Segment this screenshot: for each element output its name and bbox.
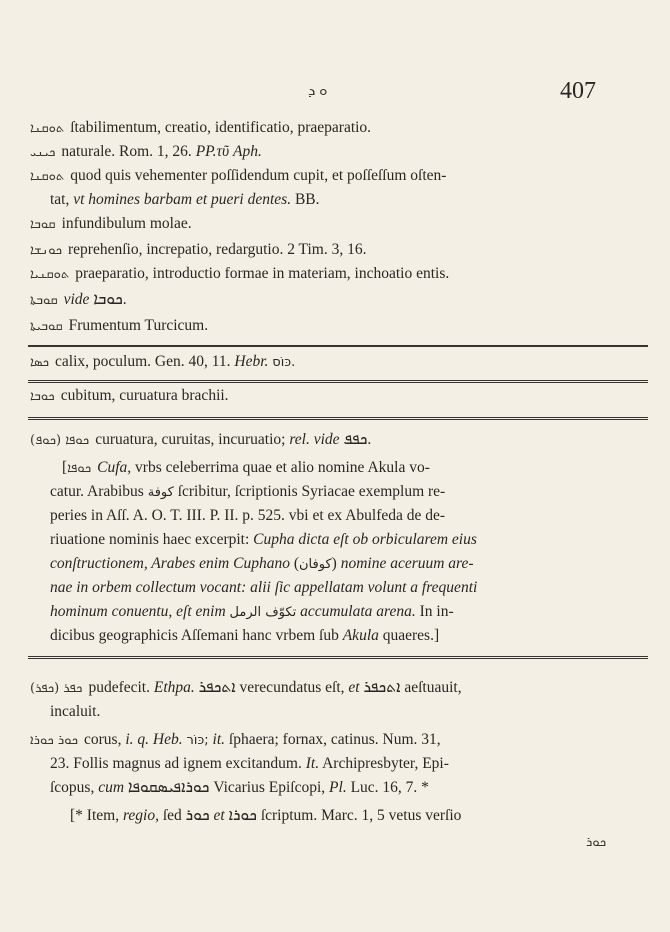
entry-line: ܬܘܩܢܐ ſtabilimentum, creatio, identificatio, praeparatio. xyxy=(30,119,372,136)
kufa-line: [ܟܘܦܐ Cufa, vrbs celeberrima quae et alio nomine Akula vo- xyxy=(62,459,430,476)
kufa-line: hominum conuentu, eſt enim تكوّف الرمل accumulata arena. In in- xyxy=(50,603,454,620)
entry-line: ܩܘܒܬܐ vide ܟܘܒܐ. xyxy=(30,291,127,308)
catchword: ܟܘܪ xyxy=(586,835,607,850)
separator-rule xyxy=(28,380,648,383)
entry-line: (ܟܘܦ) ܟܘܦܐ curuatura, curuitas, incuruatio; rel. vide ܟܦܦ. xyxy=(30,431,372,448)
entry-line: ܩܘܒܐ infundibulum molae. xyxy=(30,215,192,232)
entry-line: incaluit. xyxy=(50,703,101,720)
entry-line: ܟܣܐ calix, poculum. Gen. 40, 11. Hebr. כּוֹס. xyxy=(30,353,296,370)
separator-rule xyxy=(28,656,648,659)
kufa-line: conſtructionem, Arabes enim Cuphano (كوفان) nomine aceruum are- xyxy=(50,555,474,572)
entry-line: ܟܘܒܐ cubitum, curuatura brachii. xyxy=(30,387,229,404)
entry-line: ܬܘܩܢܝܐ praeparatio, introductio formae in materiam, inchoatio entis. xyxy=(30,265,450,282)
entry-line: (ܟܦܪ) ܟܦܪ pudefecit. Ethpa. ܐܬܟܦܪ verecundatus eſt, et ܐܬܟܦܪ aeſtuauit, xyxy=(30,679,462,696)
separator-rule xyxy=(28,345,648,347)
kufa-line: peries in Aſſ. A. O. T. III. P. II. p. 525. vbi et ex Abulfeda de de- xyxy=(50,507,446,524)
entry-line: [* Item, regio, ſed ܟܘܪ et ܟܘܪܐ ſcriptum. Marc. 1, 5 vetus verſio xyxy=(70,807,462,824)
kufa-line: nae in orbem collectum vocant: alii ſic appellatam volunt a frequenti xyxy=(50,579,478,596)
entry-line: ܟܘܪ ܟܘܪܐ corus, i. q. Heb. כּוֹר; it. ſphaera; fornax, catinus. Num. 31, xyxy=(30,731,441,748)
entry-line: ܩܘܒܝܬܐ Frumentum Turcicum. xyxy=(30,317,209,334)
kufa-line: dicibus geographicis Aſſemani hanc vrbem ſub Akula quaeres.] xyxy=(50,627,440,644)
page-number: 407 xyxy=(560,78,596,104)
kufa-line: catur. Arabibus كوفة ſcribitur, ſcriptionis Syriacae exemplum re- xyxy=(50,483,446,500)
entry-line: ܟܝܢܝ naturale. Rom. 1, 26. PP.τῦ Aph. xyxy=(30,143,262,160)
header-mark: ܘ ܕ xyxy=(308,83,328,99)
kufa-line: riuatione nominis haec excerpit: Cupha dicta eſt ob orbicularem eius xyxy=(50,531,477,548)
entry-line: 23. Follis magnus ad ignem excitandum. It. Archipresbyter, Epi- xyxy=(50,755,449,772)
page-header xyxy=(0,78,670,108)
entry-line: ſcopus, cum ܟܘܪܐܦܝܣܩܘܦܐ Vicarius Epiſcopi, Pl. Luc. 16, 7. * xyxy=(50,779,429,796)
separator-rule xyxy=(28,417,648,420)
entry-line: ܟܘܢܫܐ reprehenſio, increpatio, redargutio. 2 Tim. 3, 16. xyxy=(30,241,367,258)
entry-line: tat, vt homines barbam et pueri dentes. BB. xyxy=(50,191,320,208)
entry-line: ܬܘܩܢܐ quod quis vehementer poſſidendum cupit, et poſſeſſum oſten- xyxy=(30,167,447,184)
